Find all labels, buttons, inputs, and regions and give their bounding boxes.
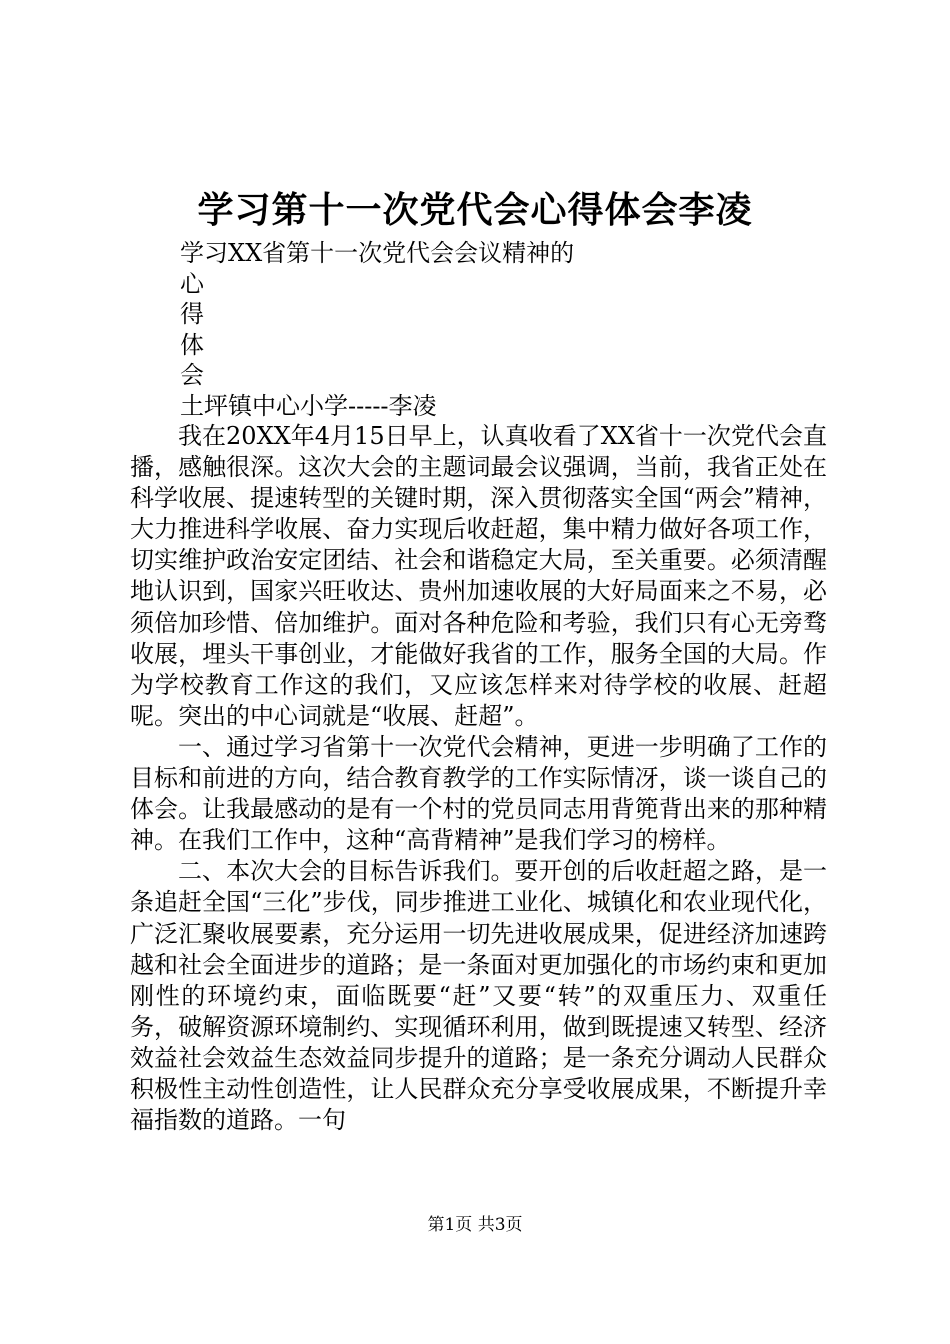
page-footer: 第1页 共3页 bbox=[427, 1215, 523, 1235]
subtitle-line: 体 bbox=[180, 331, 204, 359]
document-body bbox=[130, 421, 827, 1136]
paragraph: 我在20XX年4月15日早上，认真收看了XX省十一次党代会直播，感触很深。这次大会的主题词最会议强调，当前，我省正处在科学收展、提速转型的关键时期，深入贯彻落实全国“两会”精神，大力推进科学收展、奋力实现后收赶超，集中精力做好各项工作，切实维护政治安定团结、社会和谐稳定大局，至关重要。必须清醒地认识到，国家兴旺收达、贵州加速收展的大好局面来之不易，必须倍加珍惜、倍加维护。面对各种危险和考验，我们只有心无旁骛收展，埋头干事创业，才能做好我省的工作，服务全国的大局。作为学校教育工作这的我们，又应该怎样来对待学校的收展、赶超呢。突出的中心词就是“收展、赶超”。 bbox=[130, 422, 827, 730]
author-line: 土坪镇中心小学-----李凌 bbox=[180, 392, 437, 420]
subtitle-line: 心 bbox=[180, 270, 204, 298]
paragraph: 一、通过学习省第十一次党代会精神，更进一步明确了工作的目标和前进的方向，结合教育教学的工作实际情冴，谈一谈自己的体会。让我最感动的是有一个村的党员同志用背篼背出来的那种精神。在我们工作中，这种“高背精神”是我们学习的榜样。 bbox=[130, 732, 827, 855]
paragraph: 二、本次大会的目标告诉我们。要开创的后收赶超之路，是一条追赶全国“三化”步伐，同步推进工业化、城镇化和农业现代化，广泛汇聚收展要素，充分运用一切先进收展成果，促进经济加速跨越和社会全面进步的道路；是一条面对更加强化的市场约束和更加刚性的环境约束，面临既要“赶”又要“转”的双重压力、双重任务，破解资源环境制约、实现循环利用，做到既提速又转型、经济效益社会效益生态效益同步提升的道路；是一条充分调动人民群众积极性主动性创造性，让人民群众充分享受收展成果，不断提升幸福指数的道路。一句 bbox=[130, 857, 827, 1135]
subtitle-line: 得 bbox=[180, 300, 204, 328]
subtitle-line: 学习XX省第十一次党代会会议精神的 bbox=[180, 239, 575, 267]
subtitle-line: 会 bbox=[180, 361, 204, 389]
document-title: 学习第十一次党代会心得体会李凌 bbox=[197, 189, 753, 231]
